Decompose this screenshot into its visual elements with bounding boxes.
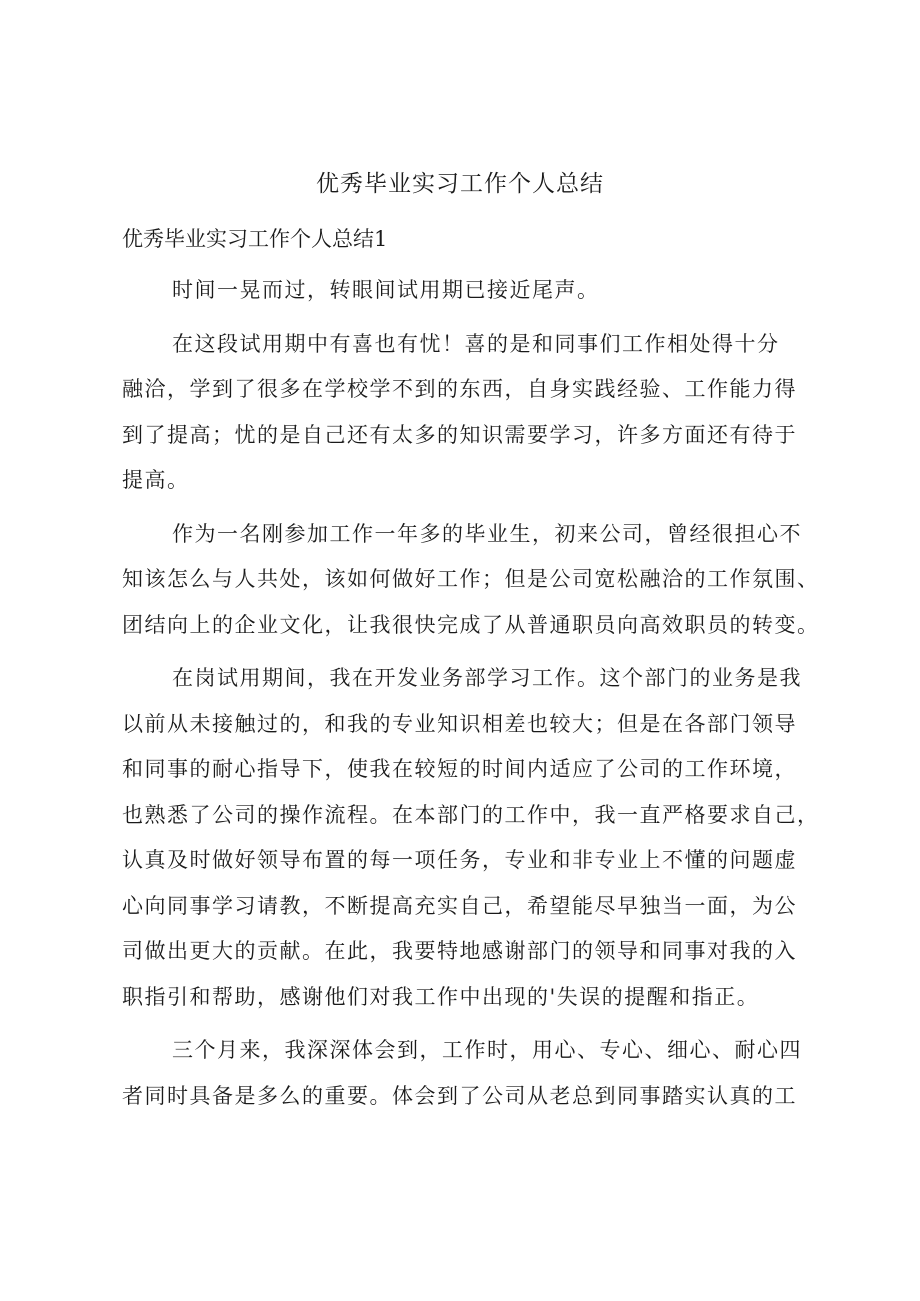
paragraph-line: 团结向上的企业文化，让我很快完成了从普通职员向高效职员的转变。: [122, 612, 820, 637]
paragraph-line: 心向同事学习请教，不断提高充实自己，希望能尽早独当一面，为公: [122, 893, 797, 918]
paragraph-line: 在岗试用期间，我在开发业务部学习工作。这个部门的业务是我: [172, 666, 802, 690]
document-title: 优秀毕业实习工作个人总结: [316, 171, 604, 197]
paragraph-line: 也熟悉了公司的操作流程。在本部门的工作中，我一直严格要求自己，: [122, 802, 820, 827]
paragraph-line: 时间一晃而过，转眼间试用期已接近尾声。: [172, 278, 600, 302]
paragraph-line: 和同事的耐心指导下，使我在较短的时间内适应了公司的工作环境，: [122, 757, 797, 781]
paragraph-line: 者同时具备是多么的重要。体会到了公司从老总到同事踏实认真的工: [122, 1083, 797, 1108]
paragraph-5: [122, 1028, 822, 1119]
paragraph-line: 到了提高；忧的是自己还有太多的知识需要学习，许多方面还有待于: [122, 422, 797, 447]
section-heading: 优秀毕业实习工作个人总结1: [122, 227, 388, 251]
paragraph-line: 在这段试用期中有喜也有忧！喜的是和同事们工作相处得十分: [172, 331, 780, 356]
document-body: [122, 222, 822, 1119]
paragraph-line: 认真及时做好领导布置的每一项任务，专业和非专业上不懂的问题虚: [122, 848, 797, 872]
paragraph-line: 三个月来，我深深体会到，工作时，用心、专心、细心、耐心四: [172, 1038, 802, 1062]
paragraph-3: [122, 512, 822, 649]
paragraph-1: [122, 268, 822, 314]
paragraph-2: [122, 322, 822, 504]
paragraph-line: 融洽，学到了很多在学校学不到的东西，自身实践经验、工作能力得: [122, 377, 797, 401]
paragraph-line: 职指引和帮助，感谢他们对我工作中出现的'失误的提醒和指正。: [122, 984, 760, 1009]
paragraph-line: 以前从未接触过的，和我的专业知识相差也较大；但是在各部门领导: [122, 711, 797, 736]
paragraph-line: 提高。: [122, 468, 190, 492]
paragraph-4: [122, 656, 822, 1020]
paragraph-line: 司做出更大的贡献。在此，我要特地感谢部门的领导和同事对我的入: [122, 939, 797, 963]
paragraph-line: 知该怎么与人共处，该如何做好工作；但是公司宽松融洽的工作氛围、: [122, 567, 820, 591]
paragraph-line: 作为一名刚参加工作一年多的毕业生，初来公司，曾经很担心不: [172, 521, 802, 546]
